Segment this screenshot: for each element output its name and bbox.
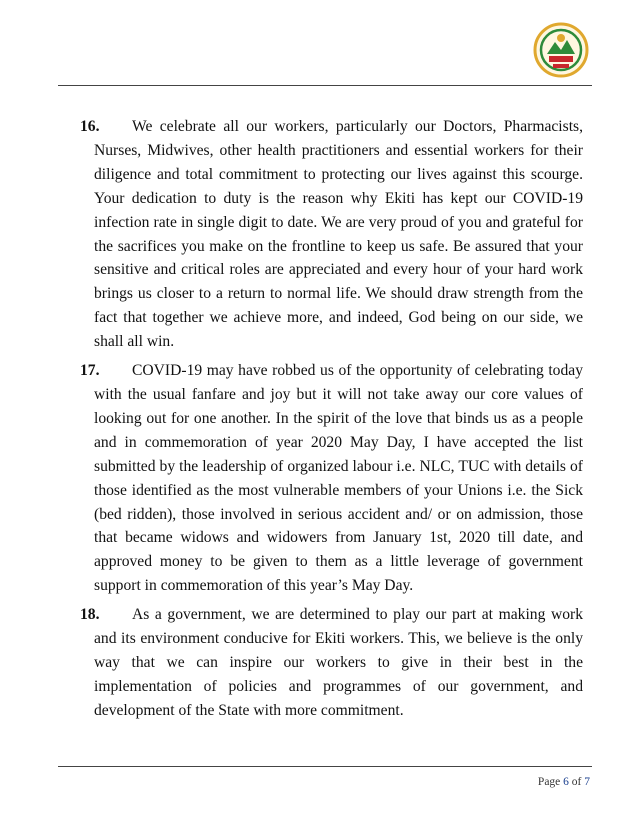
paragraph-17 [80,359,583,598]
paragraph-18 [80,603,583,723]
total-pages-number: 7 [584,776,590,788]
page-footer [538,776,590,788]
paragraph-number: 16. [80,118,100,135]
of-label: of [571,776,582,788]
document-body [80,115,583,728]
paragraph-number: 17. [80,362,100,380]
paragraph-number: 18. [80,606,100,624]
paragraph-text: COVID-19 may have robbed us of the opportunity of celebrating today with the usual fanfare and joy but it will not take away our core values of looking out for one another. In the spirit of the love that binds us as a people and in commemoration of year 2020 May Day, I have accepted the list submitted by the leadership of organized labour i.e. NLC, TUC with details of those identified as the most vulnerable members of your Unions i.e. the Sick (bed ridden), those involved in serious accident and/ or on admission, those that became widows and widowers from January 1st, 2020 till date, and approved money to be given to them as a little leverage of government support in commemoration of this year’s May Day. [94,362,583,595]
paragraph-text: As a government, we are determined to play our part at making work and its environment conducive for Ekiti workers. This, we believe is the only way that we can inspire our workers to give in their best in the implementation of policies and programmes of our government, and development of the State with more commitment. [94,606,583,719]
page-label: Page [537,776,561,788]
paragraph-text: We celebrate all our workers, particularly our Doctors, Pharmacists, Nurses, Midwives, other health practitioners and essential workers for their diligence and total commitment to protecting our lives against this scourge. Your dedication to duty is the reason why Ekiti has kept our COVID-19 infection rate in single digit to date. We are very proud of you and grateful for the sacrifices you make on the frontline to keep us safe. Be assured that your sensitive and critical roles are appreciated and every hour of your hard work brings us closer to a return to normal life. We should draw strength from the fact that together we achieve more, and indeed, God being on our side, we shall all win. [94,118,583,351]
paragraph-16 [80,115,583,354]
header-rule [58,85,592,86]
ekiti-state-seal-icon [533,22,589,78]
footer-rule [58,766,592,767]
current-page-number: 6 [563,776,569,788]
